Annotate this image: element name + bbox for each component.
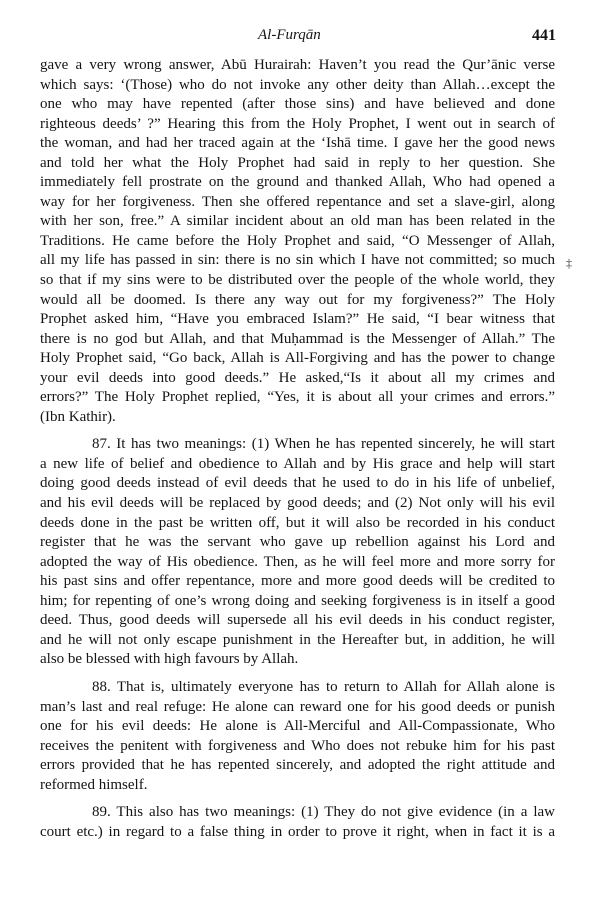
- text-line: adopted the way of His obedience. Then, as he will feel more and more sorry for: [40, 553, 555, 570]
- text-line: gave a very wrong answer, Abū Hurairah: Haven’t you read the Qur’ānic verse: [40, 57, 555, 73]
- text-line: which says: ‘(Those) who do not invoke any other deity than Allah…except the: [40, 76, 555, 93]
- note-88: [40, 678, 555, 795]
- text-line: your evil deeds into good deeds.” He asked,“Is it about all my crimes and: [40, 369, 555, 386]
- text-line: 88. That is, ultimately everyone has to return to Allah for Allah alone is: [92, 678, 555, 695]
- text-line: also be blessed with high favours by Allah.: [40, 651, 299, 668]
- text-line: one for his evil deeds: He alone is All-Merciful and All-Compassionate, Who: [40, 718, 555, 735]
- text-line: errors?” The Holy Prophet replied, “Yes, it is about all your crimes and errors.”: [40, 389, 555, 406]
- text-line: him; for repenting of one’s wrong doing and seeking forgiveness is in itself a good: [40, 592, 555, 609]
- text-line: and told her what the Holy Prophet had said in reply to her question. She: [40, 154, 555, 171]
- page-header: [0, 27, 600, 49]
- text-line: Traditions. He came before the Holy Prophet and said, “O Messenger of Allah,: [40, 232, 555, 249]
- text-line: his past sins and offer repentance, more and more good deeds will be credited to: [40, 573, 555, 590]
- text-line: the woman, and had her traced again at the ‘Ishā time. I gave her the good news: [40, 135, 555, 152]
- text-line: (Ibn Kathir).: [40, 408, 116, 425]
- text-line: register that he was the servant who gave up rebellion against his Lord and: [40, 534, 555, 551]
- text-line: Prophet asked him, “Have you embraced Islam?” He said, “I bear witness that: [40, 311, 555, 328]
- text-line: way for her forgiveness. Then she offered repentance and set a slave-girl, along: [40, 193, 555, 210]
- text-line: would all be doomed. Is there any way out for my forgiveness?” The Holy: [40, 291, 555, 308]
- text-line: deeds done in the past be written off, but it will also be recorded in his conduct: [40, 514, 555, 531]
- paragraph-continuation: [40, 56, 555, 427]
- text-line: and he will not only escape punishment in the Hereafter but, in addition, he will: [40, 631, 555, 648]
- text-line: there is no god but Allah, and that Muḥammad is the Messenger of Allah.” The: [40, 330, 555, 347]
- text-line: all my life has passed in sin: there is no sin which I have not committed; so much: [40, 252, 555, 269]
- text-line: a new life of belief and obedience to Allah and by His grace and help will start: [40, 455, 555, 472]
- text-line: with her son, free.” A similar incident about an old man has been related in the: [40, 213, 555, 230]
- text-line: court etc.) in regard to a false thing in order to prove it right, when in fact it is a: [40, 823, 555, 840]
- page-number: 441: [532, 27, 556, 44]
- text-line: righteous deeds’ ?” Hearing this from the Holy Prophet, I went out in search of: [40, 115, 555, 132]
- note-87: [40, 435, 555, 670]
- page-body: [40, 56, 555, 842]
- text-line: doing good deeds instead of evil deeds that he used to do in his life of unbelief,: [40, 475, 555, 492]
- text-line: 89. This also has two meanings: (1) They do not give evidence (in a law: [92, 804, 555, 821]
- text-line: deed. Thus, good deeds will supersede all his evil deeds in his conduct register,: [40, 612, 555, 629]
- text-line: errors provided that he has repented sincerely, and adopted the right attitude and: [40, 757, 555, 774]
- text-line: 87. It has two meanings: (1) When he has repented sincerely, he will start: [92, 436, 555, 453]
- note-89: [40, 803, 555, 842]
- text-line: so that if my sins were to be distributed over the people of the whole world, they: [40, 272, 555, 289]
- running-title: Al-Furqān: [258, 27, 321, 43]
- text-line: and his evil deeds will be replaced by good deeds; and (2) Not only will his evil: [40, 495, 555, 512]
- margin-mark: ‡: [566, 256, 572, 270]
- text-line: one who may have repented (after those sins) and have believed and done: [40, 96, 555, 113]
- text-line: Holy Prophet said, “Go back, Allah is All-Forgiving and has the power to change: [40, 350, 555, 367]
- text-line: reformed himself.: [40, 776, 148, 793]
- text-line: man’s last and real refuge: He alone can reward one for his good deeds or punish: [40, 698, 555, 715]
- text-line: immediately fell prostrate on the ground and thanked Allah, Who had opened a: [40, 174, 555, 191]
- text-line: receives the penitent with forgiveness and Who does not rebuke him for his past: [40, 737, 555, 754]
